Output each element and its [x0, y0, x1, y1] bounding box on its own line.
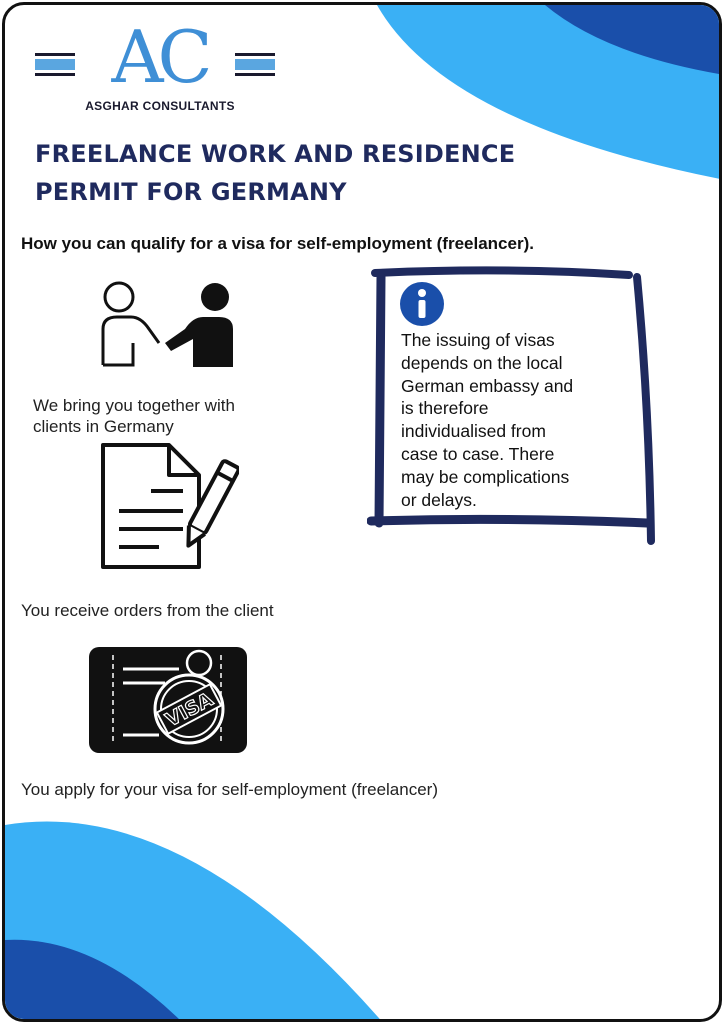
step-1-text-line-1: We bring you together with	[33, 396, 235, 415]
page-title	[35, 135, 555, 211]
contract-signing-icon	[99, 441, 239, 576]
logo-right-bar	[235, 59, 275, 70]
poster-frame	[2, 2, 722, 1022]
logo-left-bar	[35, 59, 75, 70]
subtitle: How you can qualify for a visa for self-employment (freelancer).	[21, 234, 534, 253]
page-title-line-2: PERMIT FOR GERMANY	[35, 178, 347, 206]
company-name: ASGHAR CONSULTANTS	[85, 99, 235, 113]
logo-letters: AC	[111, 15, 207, 99]
info-icon	[399, 281, 445, 327]
step-3-text: You apply for your visa for self-employment (freelancer)	[21, 780, 438, 799]
visa-stamp-label: VISA	[162, 688, 217, 732]
handshake-icon	[97, 277, 237, 372]
company-logo	[35, 15, 280, 119]
info-line: depends on the local	[401, 352, 563, 373]
info-line: or delays.	[401, 489, 477, 510]
step-2-text: You receive orders from the client	[21, 601, 274, 620]
info-line: The issuing of visas	[401, 330, 555, 350]
info-line: is therefore	[401, 398, 489, 419]
page-title-line-1: FREELANCE WORK AND RESIDENCE	[35, 140, 516, 168]
visa-stamp-icon	[89, 647, 249, 753]
info-line: German embassy and	[401, 375, 574, 396]
info-text	[401, 329, 641, 511]
info-line: case to case. There	[401, 443, 555, 464]
step-1-text	[33, 395, 333, 437]
info-line: may be complications	[401, 466, 570, 487]
info-line: individualised from	[401, 421, 546, 442]
step-1-text-line-2: clients in Germany	[33, 417, 174, 436]
